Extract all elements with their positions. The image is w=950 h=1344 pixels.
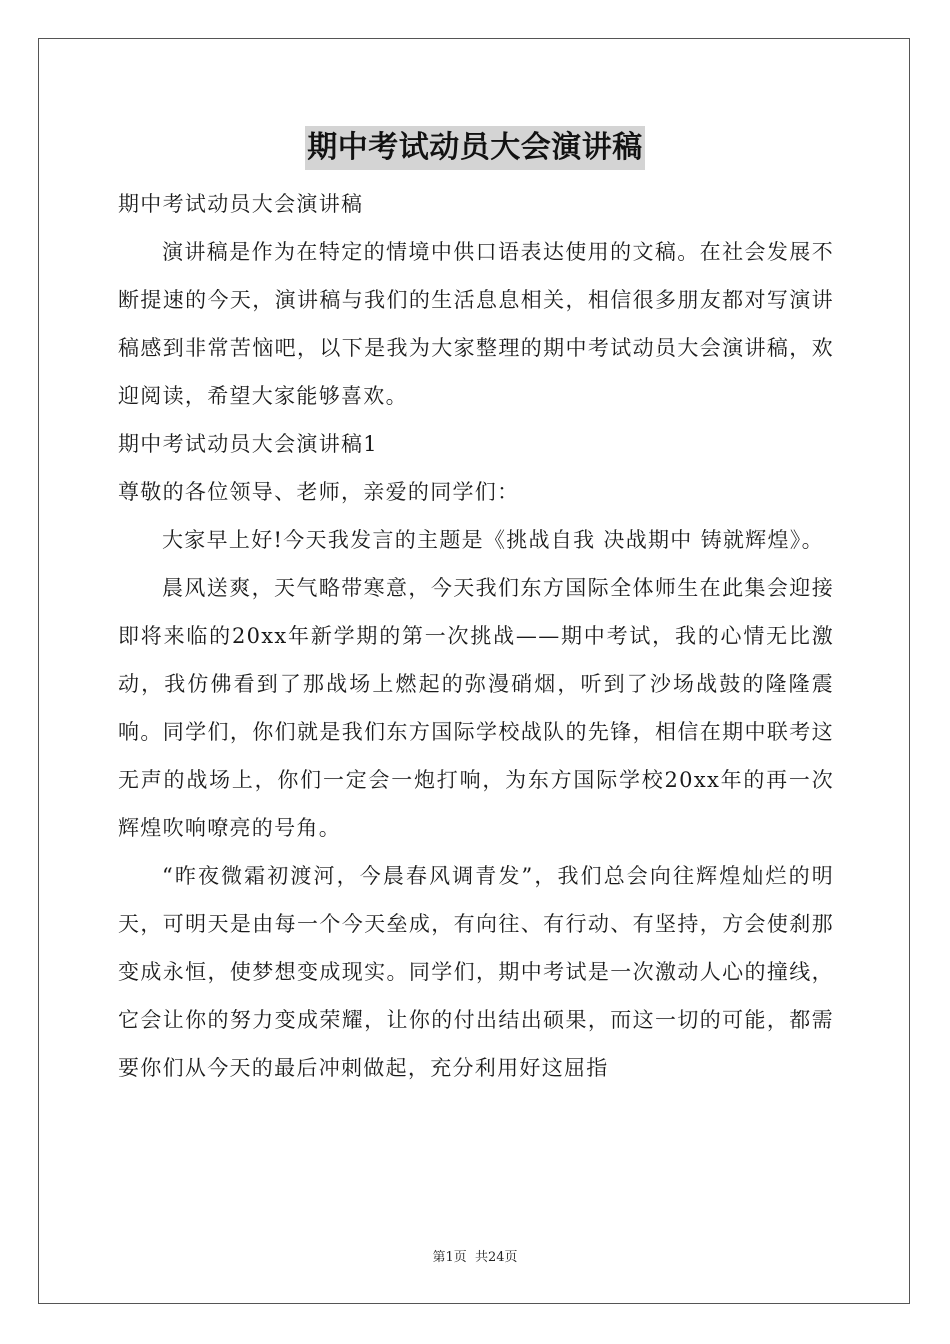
- title-wrap: [0, 126, 950, 170]
- document-title: 期中考试动员大会演讲稿: [305, 126, 645, 170]
- paragraph-body-1: 晨风送爽，天气略带寒意，今天我们东方国际全体师生在此集会迎接即将来临的20xx年新学期的第一次挑战——期中考试，我的心情无比激动，我仿佛看到了那战场上燃起的弥漫硝烟，听到了沙场战鼓的隆隆震响。同学们，你们就是我们东方国际学校战队的先锋，相信在期中联考这无声的战场上，你们一定会一炮打响，为东方国际学校20xx年的再一次辉煌吹响嘹亮的号角。: [118, 576, 834, 840]
- paragraph-greeting: 大家早上好!今天我发言的主题是《挑战自我 决战期中 铸就辉煌》。: [162, 528, 824, 552]
- section-heading: 期中考试动员大会演讲稿1: [118, 432, 378, 456]
- paragraph-subtitle: 期中考试动员大会演讲稿: [118, 192, 364, 216]
- paragraph-body-2: “昨夜微霜初渡河，今晨春风调青发”，我们总会向往辉煌灿烂的明天，可明天是由每一个今天垒成，有向往、有行动、有坚持，方会使刹那变成永恒，使梦想变成现实。同学们，期中考试是一次激动人心的撞线，它会让你的努力变成荣耀，让你的付出结出硕果，而这一切的可能，都需要你们从今天的最后冲刺做起，充分利用好这屈指: [118, 864, 834, 1080]
- page-total: 共24页: [474, 1250, 518, 1265]
- page-footer: [0, 1246, 950, 1265]
- paragraph-intro: 演讲稿是作为在特定的情境中供口语表达使用的文稿。在社会发展不断提速的今天，演讲稿与我们的生活息息相关，相信很多朋友都对写演讲稿感到非常苦恼吧，以下是我为大家整理的期中考试动员大会演讲稿，欢迎阅读，希望大家能够喜欢。: [118, 240, 834, 408]
- document-body: [118, 180, 834, 1092]
- page-number: 第1页: [432, 1250, 467, 1265]
- paragraph-salutation: 尊敬的各位领导、老师，亲爱的同学们：: [118, 480, 520, 504]
